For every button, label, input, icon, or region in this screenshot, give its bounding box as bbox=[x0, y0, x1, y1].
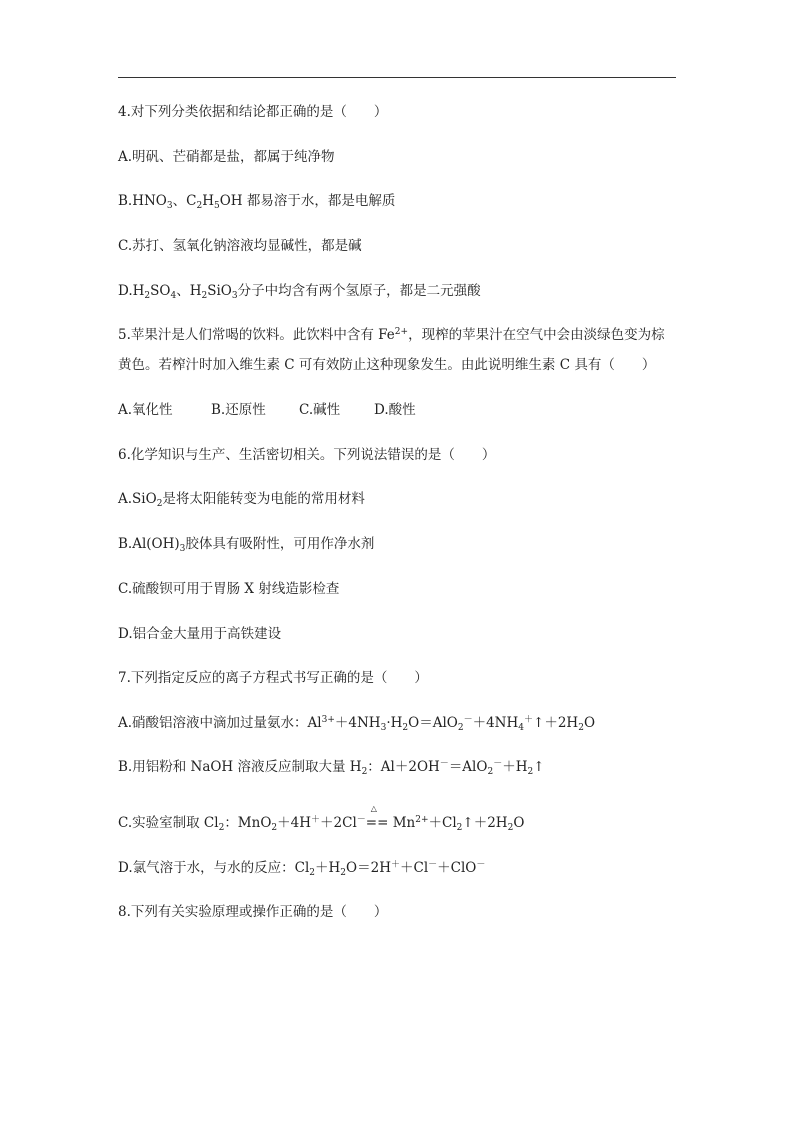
q5-option-d: D.酸性 bbox=[374, 402, 416, 418]
q4-stem: 4.对下列分类依据和结论都正确的是（ ） bbox=[118, 104, 388, 120]
q5-option-c: C.碱性 bbox=[299, 402, 341, 418]
q5-options bbox=[118, 402, 416, 418]
q6-stem: 6.化学知识与生产、生活密切相关。下列说法错误的是（ ） bbox=[118, 447, 496, 463]
q5-option-a: A.氧化性 bbox=[118, 402, 173, 418]
q5-stem-line2: 黄色。若榨汁时加入维生素 C 可有效防止这种现象发生。由此说明维生素 C 具有（ ） bbox=[118, 357, 656, 373]
q8-stem: 8.下列有关实验原理或操作正确的是（ ） bbox=[118, 904, 388, 920]
q4-option-a: A.明矾、芒硝都是盐，都属于纯净物 bbox=[118, 149, 335, 165]
q7-option-c: C.实验室制取 $Cl_2$：MnO$_2$＋4H＋＋2Cl－ △ == $Mn^{2+}+Cl_2↑+2H_2O$ bbox=[118, 815, 524, 831]
q7-option-b: B.用铝粉和 NaOH 溶液反应制取大量 $H_2$：$Al+2OH^-=AlO_2^-+H_2↑$ bbox=[118, 759, 545, 777]
q6-option-b: $B.Al(OH)_3$胶体具有吸附性，可用作净水剂 bbox=[118, 536, 375, 554]
q7-option-a: A.硝酸铝溶液中滴加过量氨水：$Al^{3+}+4NH_3\cdot H_2O=AlO_2^-+4NH_4^+↑+2H_2O$ bbox=[118, 715, 596, 733]
q4-option-b: $B.HNO_3$、$C_2H_5OH$ 都易溶于水，都是电解质 bbox=[118, 193, 396, 211]
q7-option-d: D.氯气溶于水，与水的反应：$Cl_2+H_2O=2H^++Cl^-+ClO^-$ bbox=[118, 860, 486, 878]
q5-option-b: B.还原性 bbox=[211, 402, 266, 418]
q4-option-c: C.苏打、氢氧化钠溶液均显碱性，都是碱 bbox=[118, 238, 362, 254]
q4-option-d: $D.H_2SO_4$、$H_2SiO_3$分子中均含有两个氢原子，都是二元强酸 bbox=[118, 283, 481, 301]
q5-stem-line1: 5.苹果汁是人们常喝的饮料。此饮料中含有 $Fe^{2+}$，现榨的苹果汁在空气中会由淡绿色变为棕 bbox=[118, 327, 665, 343]
heating-equals-sign: △ == bbox=[366, 815, 389, 831]
header-rule bbox=[118, 77, 676, 78]
q6-option-c: C.硫酸钡可用于胃肠 X 射线造影检查 bbox=[118, 581, 340, 597]
q6-option-a: A.SiO$_2$是将太阳能转变为电能的常用材料 bbox=[118, 491, 365, 509]
heat-condition-icon: △ bbox=[370, 804, 377, 813]
q7-stem: 7.下列指定反应的离子方程式书写正确的是（ ） bbox=[118, 670, 428, 686]
q6-option-d: D.铝合金大量用于高铁建设 bbox=[118, 626, 282, 642]
